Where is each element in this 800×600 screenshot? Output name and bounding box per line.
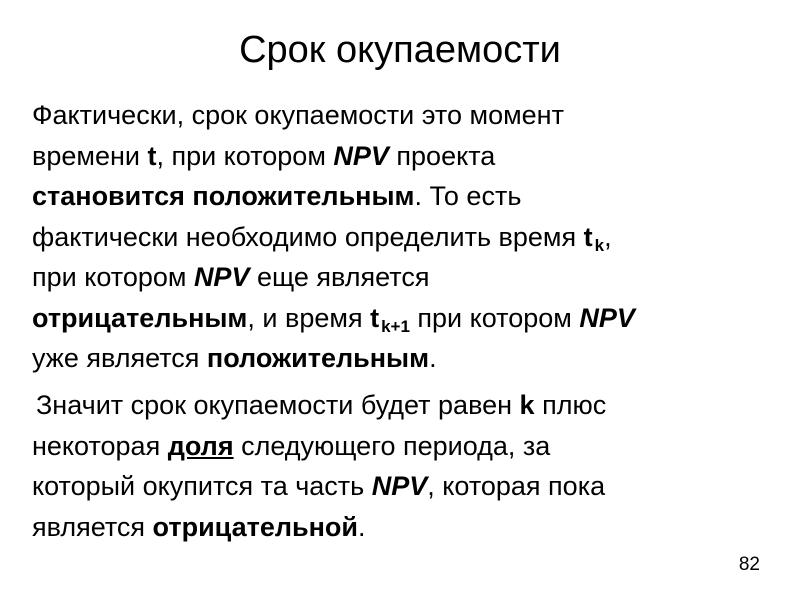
subscript-k-plus-1: k+1 xyxy=(381,316,410,336)
variable-t: t xyxy=(370,302,380,333)
text-fragment: который окупится та часть xyxy=(32,471,372,501)
text-fragment: . xyxy=(429,343,437,373)
paragraph-line xyxy=(32,338,635,379)
npv-term: NPV xyxy=(333,140,389,171)
paragraph-line xyxy=(32,217,635,258)
text-fragment: фактически необходимо определить время xyxy=(32,221,584,252)
text-fragment: является xyxy=(32,511,153,542)
text-fragment: уже является xyxy=(32,343,207,373)
text-fragment: . xyxy=(358,511,366,542)
text-fragment: при котором xyxy=(409,302,580,333)
text-fragment: , при котором xyxy=(156,140,334,171)
subscript-k: k xyxy=(594,235,605,255)
variable-t: t xyxy=(583,221,593,252)
text-fragment: еще является xyxy=(249,262,430,292)
emphasis-text: отрицательной xyxy=(152,511,358,542)
paragraph-conclusion xyxy=(32,385,606,547)
variable-t: t xyxy=(147,140,157,171)
text-fragment: , xyxy=(604,221,612,252)
text-fragment: . То есть xyxy=(414,181,522,211)
text-fragment: , которая пока xyxy=(427,471,606,501)
emphasis-text: доля xyxy=(167,430,234,461)
text-fragment: некоторая xyxy=(32,430,168,461)
paragraph-line xyxy=(32,385,606,426)
text-fragment: при котором xyxy=(32,262,194,292)
emphasis-text: становится положительным xyxy=(32,181,415,211)
text-fragment: , и время xyxy=(247,302,371,333)
slide-title: Срок окупаемости xyxy=(239,29,561,71)
paragraph-line xyxy=(32,257,635,298)
emphasis-text: положительным xyxy=(206,343,430,373)
text-fragment: плюс xyxy=(534,390,607,420)
paragraph-line xyxy=(32,466,606,507)
text-fragment: Значит срок окупаемости будет равен xyxy=(36,390,520,420)
paragraph-line xyxy=(32,136,635,177)
paragraph-line xyxy=(32,298,635,339)
variable-k: k xyxy=(519,390,535,420)
npv-term: NPV xyxy=(193,262,250,292)
emphasis-text: отрицательным xyxy=(32,302,248,333)
paragraph-line xyxy=(32,176,635,217)
text-fragment: Фактически, срок окупаемости это момент xyxy=(32,100,564,130)
text-fragment: следующего периода, за xyxy=(233,430,551,461)
npv-term: NPV xyxy=(371,471,428,501)
paragraph-line xyxy=(32,95,635,136)
page-number: 82 xyxy=(738,554,760,575)
text-fragment: проекта xyxy=(388,140,496,171)
paragraph-line xyxy=(32,426,606,467)
text-fragment: времени xyxy=(32,140,148,171)
npv-term: NPV xyxy=(579,302,635,333)
paragraph-definition xyxy=(32,95,635,379)
paragraph-line xyxy=(32,507,606,548)
